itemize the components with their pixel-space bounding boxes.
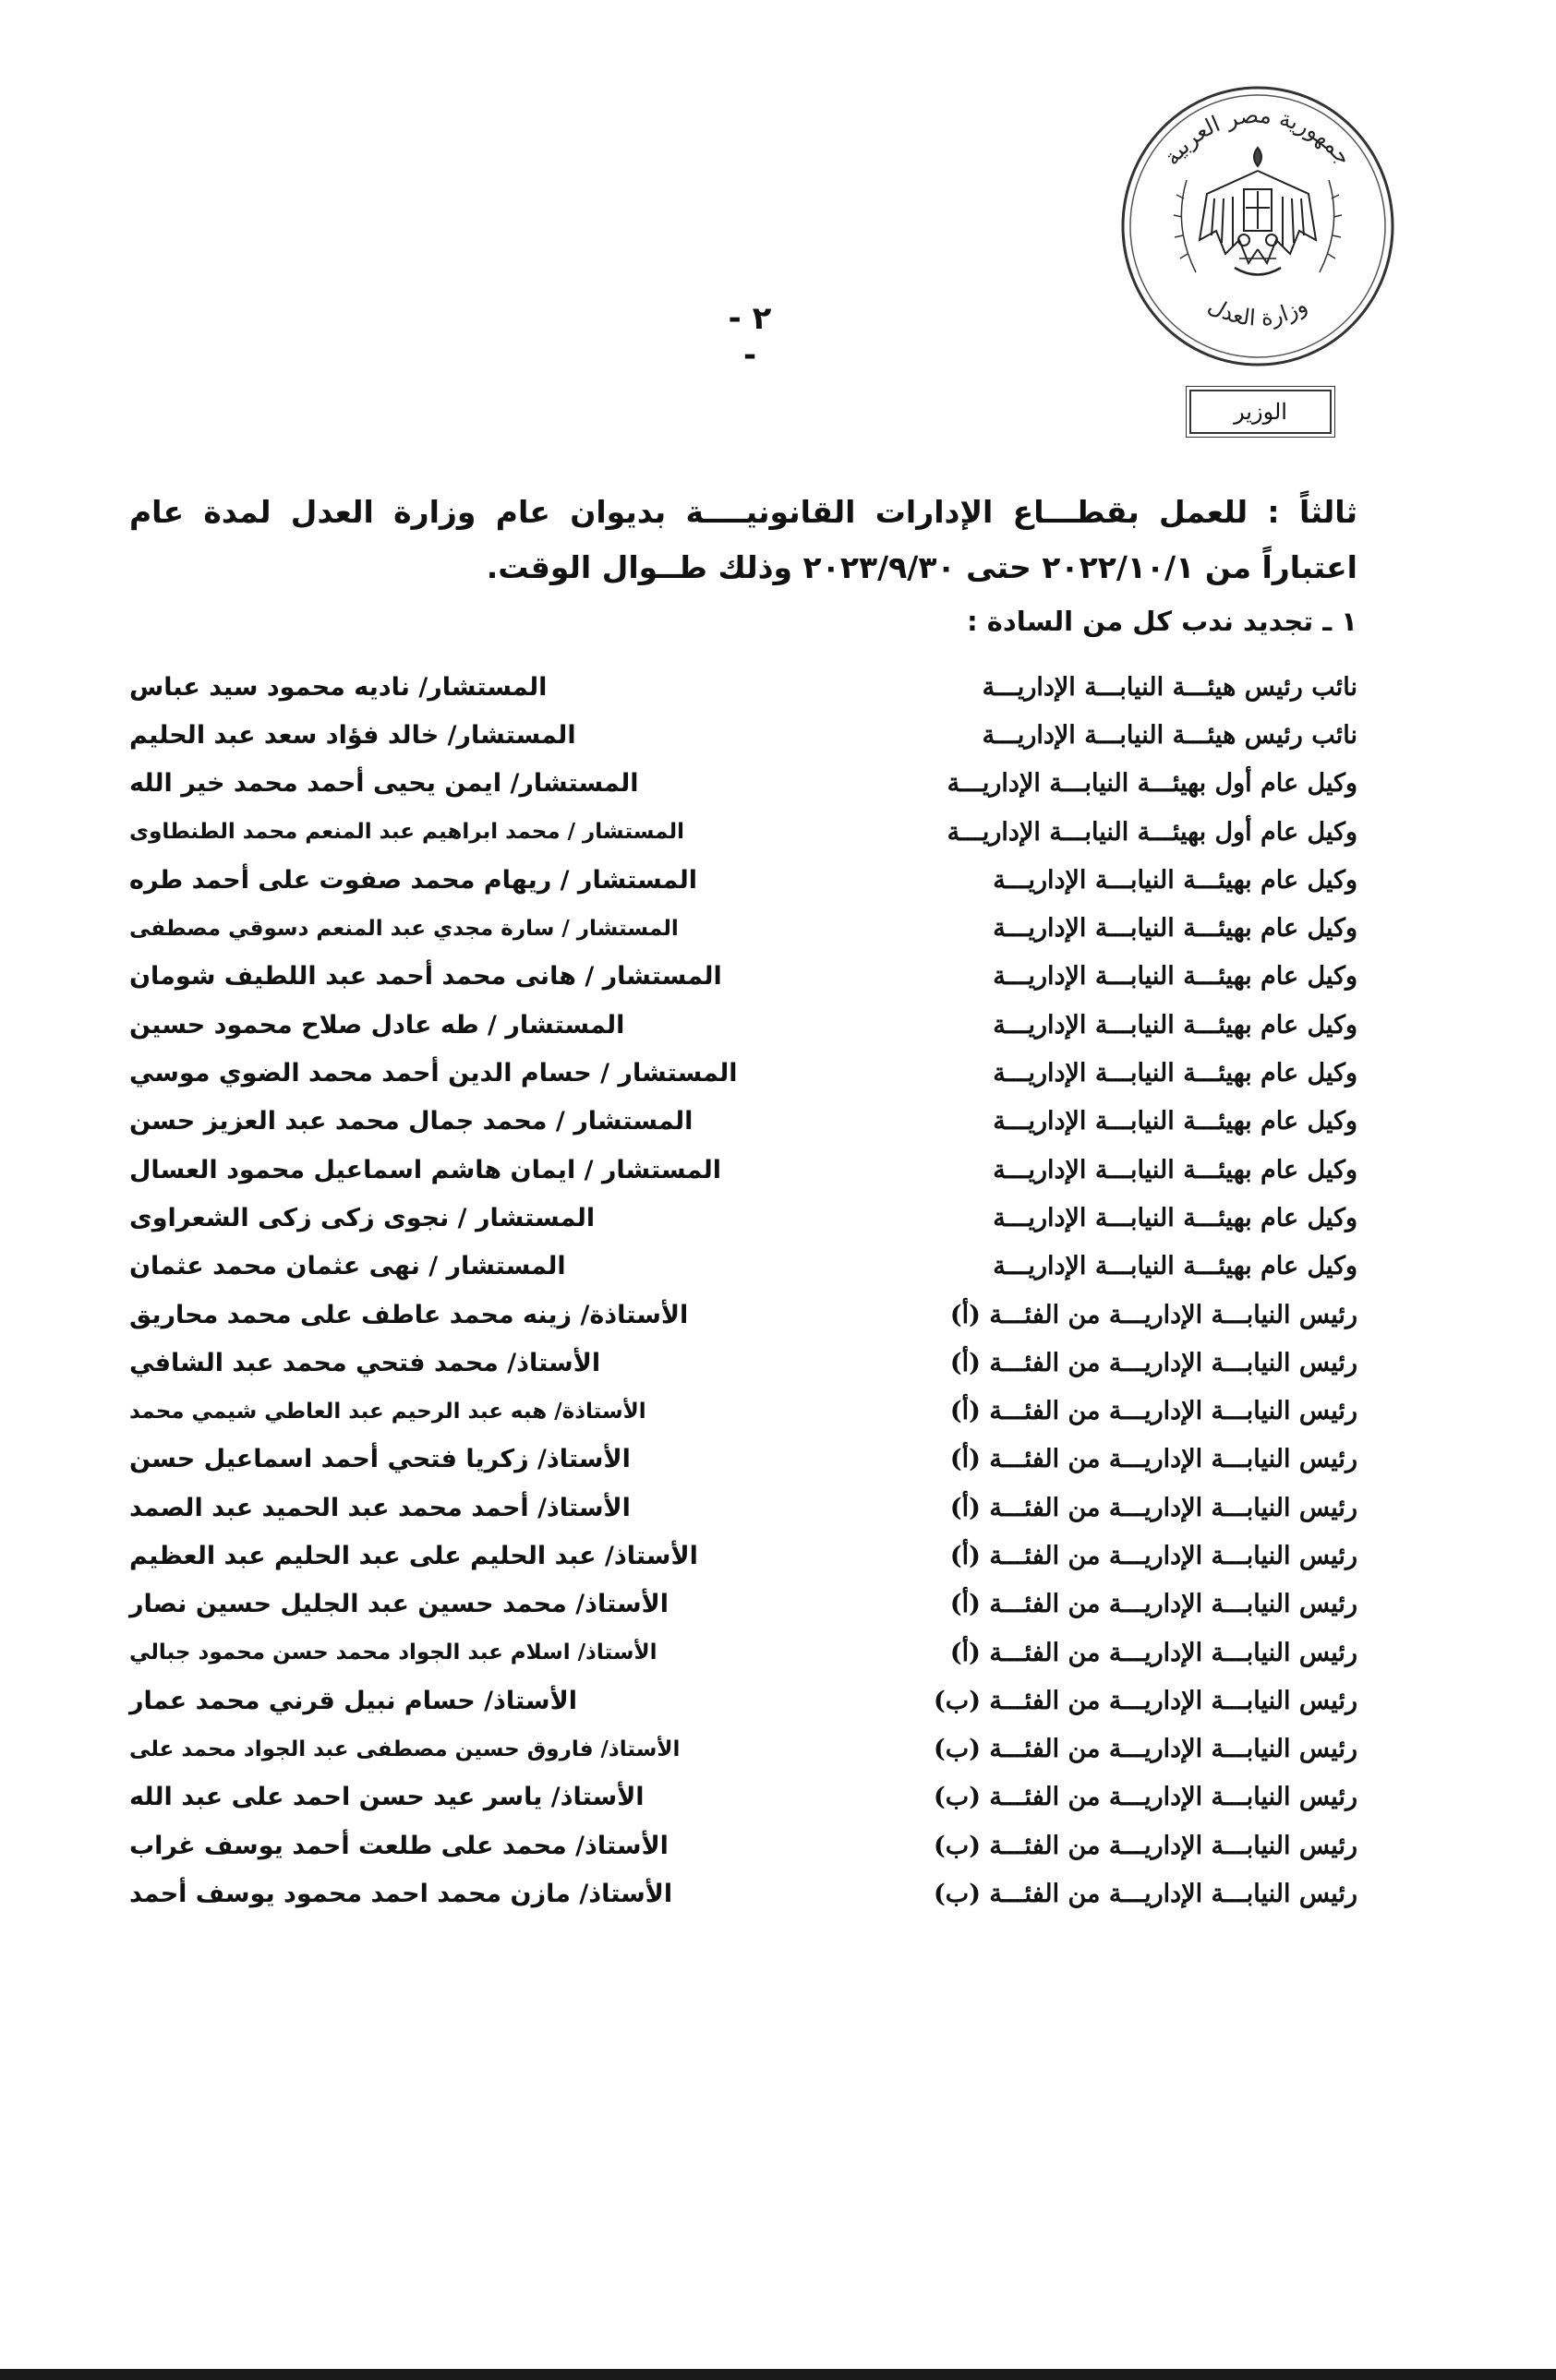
person-name: الأستاذ/ اسلام عبد الجواد محمد حسن محمود جبالي bbox=[129, 1641, 657, 1665]
person-position: وكيل عام بهيئـــة النيابـــة الإداريـــة bbox=[993, 865, 1357, 895]
person-name: الأستاذ/ أحمد محمد عبد الحميد عبد الصمد bbox=[129, 1493, 631, 1522]
person-name: الأستاذة/ زينه محمد عاطف على محمد محاريق bbox=[129, 1300, 689, 1329]
person-position: وكيل عام أول بهيئـــة النيابـــة الإداريـــة bbox=[947, 817, 1357, 847]
list-item bbox=[129, 1339, 1357, 1387]
person-name: الأستاذ/ فاروق حسين مصطفى عبد الجواد محمد على bbox=[129, 1737, 681, 1761]
list-item bbox=[129, 711, 1357, 759]
person-name: الأستاذ/ ياسر عيد حسن احمد على عبد الله bbox=[129, 1783, 645, 1812]
nominees-list bbox=[129, 663, 1357, 1918]
svg-text:وزارة العدل bbox=[1204, 292, 1312, 331]
seal-bottom-text: وزارة العدل bbox=[1203, 292, 1312, 331]
person-name: المستشار / ريهام محمد صفوت على أحمد طره bbox=[129, 865, 698, 895]
person-position: رئيس النيابـــة الإداريـــة من الفئـــة (ب) bbox=[934, 1783, 1357, 1812]
eagle-emblem-icon bbox=[1115, 78, 1401, 374]
list-item bbox=[129, 953, 1357, 1001]
person-name: المستشار / هانى محمد أحمد عبد اللطيف شومان bbox=[129, 962, 722, 992]
person-position: وكيل عام بهيئـــة النيابـــة الإداريـــة bbox=[993, 1155, 1357, 1184]
person-position: رئيس النيابـــة الإداريـــة من الفئـــة (ب) bbox=[934, 1686, 1357, 1715]
list-item bbox=[129, 1291, 1357, 1339]
person-position: رئيس النيابـــة الإداريـــة من الفئـــة (أ) bbox=[949, 1638, 1357, 1667]
person-name: المستشار/ ايمن يحيى أحمد محمد خير الله bbox=[129, 769, 639, 799]
subheading: ١ ـ تجديد ندب كل من السادة : bbox=[967, 606, 1357, 637]
list-item bbox=[129, 1049, 1357, 1097]
list-item bbox=[129, 904, 1357, 952]
person-position: وكيل عام أول بهيئـــة النيابـــة الإداريـــة bbox=[947, 769, 1357, 799]
person-name: المستشار / محمد ابراهيم عبد المنعم محمد الطنطاوى bbox=[129, 820, 685, 845]
list-item bbox=[129, 1484, 1357, 1532]
list-item bbox=[129, 1243, 1357, 1291]
person-position: نائب رئيس هيئـــة النيابـــة الإداريـــة bbox=[982, 720, 1357, 750]
list-item bbox=[129, 760, 1357, 808]
list-item bbox=[129, 1629, 1357, 1677]
person-position: رئيس النيابـــة الإداريـــة من الفئـــة (ب) bbox=[934, 1880, 1357, 1909]
list-item bbox=[129, 1387, 1357, 1435]
list-item bbox=[129, 808, 1357, 856]
person-name: الأستاذ/ مازن محمد احمد محمود يوسف أحمد bbox=[129, 1880, 673, 1909]
page-number: - ٢ - bbox=[728, 300, 772, 374]
list-item bbox=[129, 1001, 1357, 1049]
person-position: رئيس النيابـــة الإداريـــة من الفئـــة (أ) bbox=[949, 1348, 1357, 1377]
person-position: رئيس النيابـــة الإداريـــة من الفئـــة (ب) bbox=[934, 1735, 1357, 1764]
person-position: رئيس النيابـــة الإداريـــة من الفئـــة (أ) bbox=[949, 1590, 1357, 1619]
person-position: رئيس النيابـــة الإداريـــة من الفئـــة (ب) bbox=[934, 1831, 1357, 1860]
ministry-seal bbox=[1115, 78, 1401, 374]
person-name: الأستاذ/ محمد على طلعت أحمد يوسف غراب bbox=[129, 1831, 669, 1860]
list-item bbox=[129, 1869, 1357, 1917]
person-position: وكيل عام بهيئـــة النيابـــة الإداريـــة bbox=[993, 1059, 1357, 1088]
person-name: الأستاذ/ عبد الحليم على عبد الحليم عبد العظيم bbox=[129, 1541, 698, 1570]
list-item bbox=[129, 1581, 1357, 1629]
list-item bbox=[129, 1436, 1357, 1484]
list-item bbox=[129, 1821, 1357, 1869]
person-name: المستشار / حسام الدين أحمد محمد الضوي موسي bbox=[129, 1059, 738, 1088]
person-position: وكيل عام بهيئـــة النيابـــة الإداريـــة bbox=[993, 1010, 1357, 1040]
person-name: الأستاذ/ محمد حسين عبد الجليل حسين نصار bbox=[129, 1590, 669, 1619]
page-bottom-rule bbox=[0, 2369, 1556, 2380]
heading-lead: ثالثاً bbox=[1298, 494, 1357, 530]
person-position: وكيل عام بهيئـــة النيابـــة الإداريـــة bbox=[993, 914, 1357, 944]
person-name: الأستاذ/ زكريا فتحي أحمد اسماعيل حسن bbox=[129, 1445, 631, 1474]
person-position: وكيل عام بهيئـــة النيابـــة الإداريـــة bbox=[993, 1252, 1357, 1281]
person-position: رئيس النيابـــة الإداريـــة من الفئـــة (أ) bbox=[949, 1445, 1357, 1474]
person-name: المستشار / ايمان هاشم اسماعيل محمود العسال bbox=[129, 1155, 722, 1184]
list-item bbox=[129, 1725, 1357, 1773]
person-position: رئيس النيابـــة الإداريـــة من الفئـــة (أ) bbox=[949, 1397, 1357, 1426]
decision-heading bbox=[129, 485, 1357, 595]
person-position: وكيل عام بهيئـــة النيابـــة الإداريـــة bbox=[993, 1107, 1357, 1136]
person-position: وكيل عام بهيئـــة النيابـــة الإداريـــة bbox=[993, 962, 1357, 992]
list-item bbox=[129, 663, 1357, 711]
person-position: رئيس النيابـــة الإداريـــة من الفئـــة (أ) bbox=[949, 1493, 1357, 1522]
list-item bbox=[129, 1194, 1357, 1242]
seal-top-text: جمهورية مصر العربية bbox=[1158, 102, 1357, 171]
list-item bbox=[129, 1146, 1357, 1194]
person-name: المستشار/ ناديه محمود سيد عباس bbox=[129, 672, 548, 702]
list-item bbox=[129, 1532, 1357, 1580]
person-name: المستشار/ خالد فؤاد سعد عبد الحليم bbox=[129, 720, 576, 750]
person-name: المستشار / سارة مجدي عبد المنعم دسوقي مصطفى bbox=[129, 916, 679, 941]
list-item bbox=[129, 1773, 1357, 1821]
heading-text: : للعمل بقطـــاع الإدارات القانونيــــة بديوان عام وزارة العدل لمدة عام اعتباراً من ٢٠٢٢/١٠/١ حتى ٢٠٢٣/٩/٣٠ وذلك طــوال الوقت. bbox=[129, 494, 1357, 585]
person-name: المستشار / نهى عثمان محمد عثمان bbox=[129, 1252, 566, 1281]
list-item bbox=[129, 856, 1357, 904]
person-position: وكيل عام بهيئـــة النيابـــة الإداريـــة bbox=[993, 1203, 1357, 1232]
person-name: المستشار / محمد جمال محمد عبد العزيز حسن bbox=[129, 1107, 694, 1136]
minister-label: الوزير bbox=[1189, 390, 1332, 434]
person-name: الأستاذ/ محمد فتحي محمد عبد الشافي bbox=[129, 1348, 601, 1377]
person-position: رئيس النيابـــة الإداريـــة من الفئـــة (أ) bbox=[949, 1541, 1357, 1570]
person-name: الأستاذة/ هبه عبد الرحيم عبد العاطي شيمي محمد bbox=[129, 1399, 646, 1424]
person-name: الأستاذ/ حسام نبيل قرني محمد عمار bbox=[129, 1686, 577, 1715]
person-name: المستشار / طه عادل صلاح محمود حسين bbox=[129, 1010, 625, 1040]
person-name: المستشار / نجوى زكى زكى الشعراوى bbox=[129, 1203, 596, 1232]
list-item bbox=[129, 1098, 1357, 1146]
person-position: نائب رئيس هيئـــة النيابـــة الإداريـــة bbox=[982, 672, 1357, 702]
person-position: رئيس النيابـــة الإداريـــة من الفئـــة (أ) bbox=[949, 1300, 1357, 1329]
list-item bbox=[129, 1677, 1357, 1725]
